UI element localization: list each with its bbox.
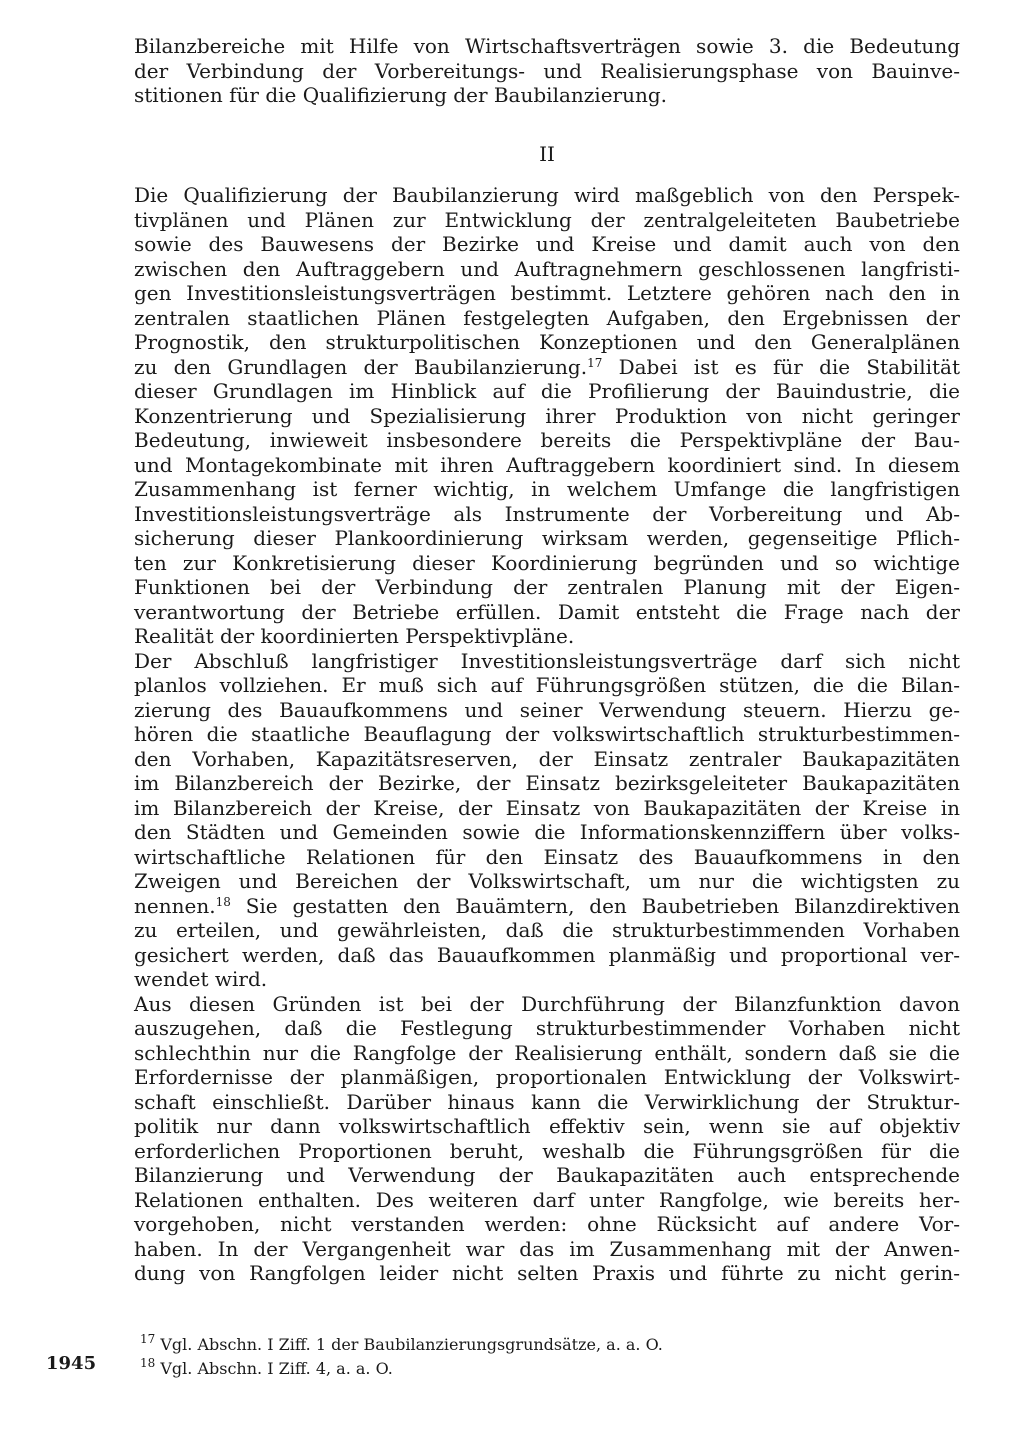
text-line: und Montagekombinate mit ihren Auftraggebern koordiniert sind. In diesem (134, 452, 960, 477)
footnote-mark: 18 (140, 1356, 156, 1370)
text-line: vorgehoben, nicht verstanden werden: ohne Rücksicht auf andere Vor- (134, 1212, 960, 1236)
text-line: den Städten und Gemeinden sowie die Informationskennziffern über volks- (134, 820, 960, 844)
text-line: erforderlichen Proportionen beruht, weshalb die Führungsgrößen für die (134, 1138, 960, 1163)
text-line: Relationen enthalten. Des weiteren darf unter Rangfolge, wie bereits her- (134, 1187, 960, 1212)
footnote-17 (134, 1333, 960, 1357)
text-line: politik nur dann volkswirtschaftlich effektiv sein, wenn sie auf objektiv (134, 1114, 960, 1138)
text-line: stitionen für die Qualifizierung der Baubilanzierung. (134, 83, 668, 107)
text-line: Bedeutung, inwieweit insbesondere bereits die Perspektivpläne der Bau- (134, 428, 960, 452)
text-line: wendet wird. (134, 967, 268, 991)
text-line: sicherung dieser Plankoordinierung wirksam werden, gegenseitige Pflich- (134, 526, 960, 550)
text-line: ten zur Konkretisierung dieser Koordinierung begründen und so wichtige (134, 550, 960, 575)
section-heading: II (539, 142, 555, 166)
text-line: gen Investitionsleistungsverträgen bestimmt. Letztere gehören nach den in (134, 281, 960, 305)
text-line: sowie des Bauwesens der Bezirke und Kreise und damit auch von den (134, 232, 960, 256)
footnote-ref-17: 17 (587, 355, 603, 370)
page-number: 1945 (46, 1353, 97, 1374)
text-line (134, 355, 960, 380)
text-line: Zweigen und Bereichen der Volkswirtschaft, um nur die wichtigsten zu (134, 869, 960, 893)
footnote-mark: 17 (140, 1332, 156, 1346)
text-line: zierung des Bauaufkommens und seiner Verwendung steuern. Hierzu ge- (134, 697, 960, 722)
footnote-text: Vgl. Abschn. I Ziff. 1 der Baubilanzierungsgrundsätze, a. a. O. (155, 1335, 663, 1354)
text-line: Erfordernisse der planmäßigen, proportionalen Entwicklung der Volkswirt- (134, 1065, 960, 1089)
text-line: auszugehen, daß die Festlegung strukturbestimmender Vorhaben nicht (134, 1016, 960, 1040)
text-line: schaft einschließt. Darüber hinaus kann die Verwirklichung der Struktur- (134, 1089, 960, 1114)
text-line: schlechthin nur die Rangfolge der Realisierung enthält, sondern daß sie die (134, 1040, 960, 1065)
text-segment: nennen. (134, 893, 216, 918)
text-line: Investitionsleistungsverträge als Instrumente der Vorbereitung und Ab- (134, 501, 960, 526)
text-line: zentralen staatlichen Plänen festgelegten Aufgaben, den Ergebnissen der (134, 305, 960, 330)
footnote-text: Vgl. Abschn. I Ziff. 4, a. a. O. (155, 1359, 393, 1378)
text-line: zwischen den Auftraggebern und Auftragnehmern geschlossenen langfristi- (134, 256, 960, 281)
body-text (134, 183, 960, 1286)
text-line: Bilanzbereiche mit Hilfe von Wirtschaftsverträgen sowie 3. die Bedeutung (134, 34, 960, 58)
text-line: verantwortung der Betriebe erfüllen. Damit entsteht die Frage nach der (134, 599, 960, 624)
intro-paragraph (134, 34, 960, 108)
text-line: dieser Grundlagen im Hinblick auf die Profilierung der Bauindustrie, die (134, 379, 960, 403)
text-line: Konzentrierung und Spezialisierung ihrer Produktion von nicht geringer (134, 403, 960, 428)
text-line: hören die staatliche Beauflagung der volkswirtschaftlich strukturbestimmen- (134, 722, 960, 746)
text-line: Realität der koordinierten Perspektivpläne. (134, 624, 575, 648)
text-line: planlos vollziehen. Er muß sich auf Führungsgrößen stützen, die die Bilan- (134, 673, 960, 697)
footnote-18 (134, 1357, 960, 1381)
text-line: Bilanzierung und Verwendung der Baukapazitäten auch entsprechende (134, 1163, 960, 1187)
text-segment: Dabei ist es für die Stabilität (602, 354, 960, 379)
text-line: Zusammenhang ist ferner wichtig, in welchem Umfange die langfristigen (134, 477, 960, 501)
text-line (134, 894, 960, 919)
text-line: wirtschaftliche Relationen für den Einsatz des Bauaufkommens in den (134, 844, 960, 869)
text-line: der Verbindung der Vorbereitungs- und Realisierungsphase von Bauinve- (134, 58, 960, 83)
text-line: gesichert werden, daß das Bauaufkommen planmäßig und proportional ver- (134, 942, 960, 967)
footnote-ref-18: 18 (215, 894, 231, 909)
text-segment: zu den Grundlagen der Baubilanzierung. (134, 354, 588, 379)
text-line: im Bilanzbereich der Kreise, der Einsatz von Baukapazitäten der Kreise in (134, 795, 960, 820)
footnotes (134, 1333, 960, 1381)
text-line: zu erteilen, und gewährleisten, daß die strukturbestimmenden Vorhaben (134, 918, 960, 942)
text-segment: Sie gestatten den Bauämtern, den Baubetrieben Bilanzdirektiven (230, 893, 960, 918)
text-line: Prognostik, den strukturpolitischen Konzeptionen und den Generalplänen (134, 330, 960, 354)
text-line: Aus diesen Gründen ist bei der Durchführung der Bilanzfunktion davon (134, 991, 960, 1016)
text-line: haben. In der Vergangenheit war das im Zusammenhang mit der Anwen- (134, 1236, 960, 1261)
text-line: im Bilanzbereich der Bezirke, der Einsatz bezirksgeleiteter Baukapazitäten (134, 771, 960, 795)
text-line: den Vorhaben, Kapazitätsreserven, der Einsatz zentraler Baukapazitäten (134, 746, 960, 771)
text-line: Funktionen bei der Verbindung der zentralen Planung mit der Eigen- (134, 575, 960, 599)
text-line: Der Abschluß langfristiger Investitionsleistungsverträge darf sich nicht (134, 648, 960, 673)
text-line: tivplänen und Plänen zur Entwicklung der zentralgeleiteten Baubetriebe (134, 207, 960, 232)
text-line: Die Qualifizierung der Baubilanzierung wird maßgeblich von den Perspek- (134, 183, 960, 207)
text-line: dung von Rangfolgen leider nicht selten Praxis und führte zu nicht gerin- (134, 1261, 960, 1285)
